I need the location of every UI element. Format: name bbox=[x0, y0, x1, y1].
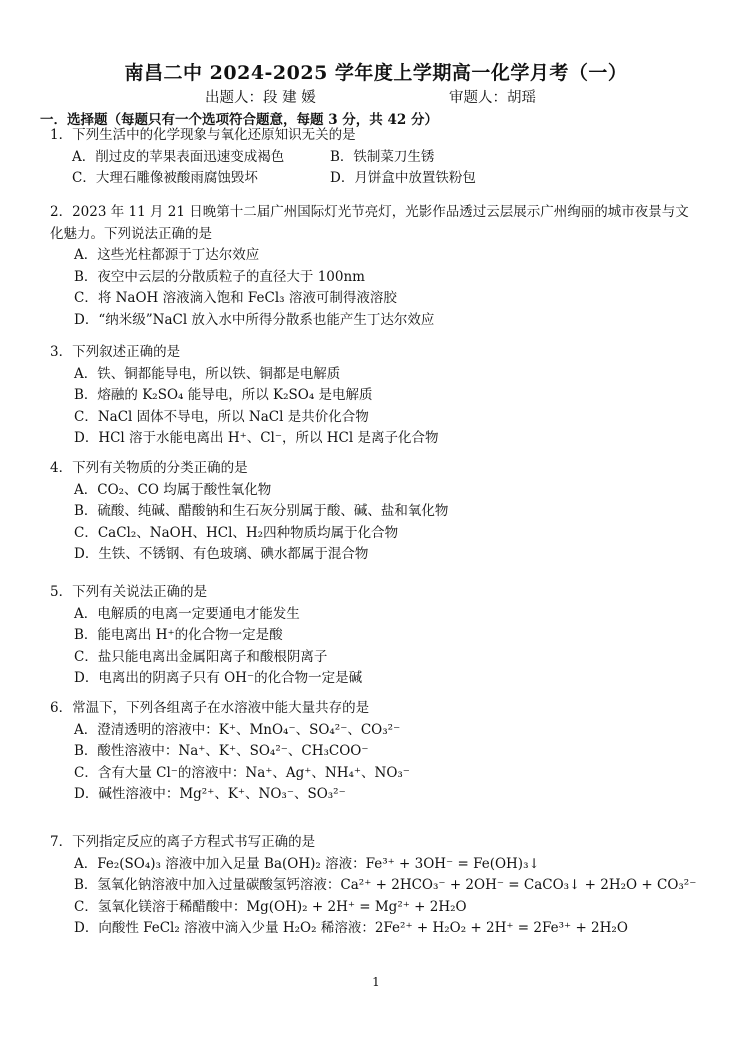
setter-label: 出题人：段 建 媛 bbox=[205, 90, 316, 106]
option-c: C．氢氧化镁溶于稀醋酸中：Mg(OH)₂ + 2H⁺ = Mg²⁺ + 2H₂O bbox=[74, 898, 467, 915]
reviewer-label: 审题人：胡瑶 bbox=[449, 90, 536, 106]
question-stem: 5．下列有关说法正确的是 bbox=[50, 584, 208, 600]
options bbox=[50, 604, 720, 690]
option-d: D．“纳米级”NaCl 放入水中所得分散系也能产生丁达尔效应 bbox=[74, 311, 435, 328]
options bbox=[50, 720, 720, 806]
option-b: B．硫酸、纯碱、醋酸钠和生石灰分别属于酸、碱、盐和氧化物 bbox=[74, 503, 449, 519]
option-d: D．生铁、不锈钢、有色玻璃、碘水都属于混合物 bbox=[74, 546, 369, 562]
question-4 bbox=[50, 458, 720, 566]
option-a: A．CO₂、CO 均属于酸性氧化物 bbox=[74, 481, 272, 498]
option-d: D．月饼盒中放置铁粉包 bbox=[330, 170, 476, 186]
question-5 bbox=[50, 582, 720, 690]
option-b: B．酸性溶液中：Na⁺、K⁺、SO₄²⁻、CH₃COO⁻ bbox=[74, 743, 369, 759]
option-b: B．夜空中云层的分散质粒子的直径大于 100nm bbox=[74, 268, 365, 285]
question-stem: 4．下列有关物质的分类正确的是 bbox=[50, 460, 248, 476]
option-a: A．这些光柱都源于丁达尔效应 bbox=[74, 247, 260, 263]
option-d: D．HCl 溶于水能电离出 H⁺、Cl⁻，所以 HCl 是离子化合物 bbox=[74, 430, 439, 446]
option-a: A．电解质的电离一定要通电才能发生 bbox=[74, 605, 300, 622]
question-1 bbox=[50, 125, 720, 190]
options bbox=[50, 364, 720, 450]
page-number: 1 bbox=[372, 975, 380, 989]
question-3 bbox=[50, 342, 720, 450]
options bbox=[50, 480, 720, 566]
option-b: B．熔融的 K₂SO₄ 能导电，所以 K₂SO₄ 是电解质 bbox=[74, 387, 373, 403]
option-a: A．削过皮的苹果表面迅速变成褐色 bbox=[72, 148, 285, 165]
option-c: C．大理石雕像被酸雨腐蚀毁坏 bbox=[72, 170, 258, 186]
options bbox=[50, 147, 720, 190]
option-c: C．NaCl 固体不导电，所以 NaCl 是共价化合物 bbox=[74, 408, 369, 425]
exam-title: 南昌二中 2024-2025 学年度上学期高一化学月考（一） bbox=[124, 62, 628, 84]
option-d: D．向酸性 FeCl₂ 溶液中滴入少量 H₂O₂ 稀溶液：2Fe²⁺ + H₂O₂ + 2H⁺ = 2Fe³⁺ + 2H₂O bbox=[74, 920, 628, 936]
question-stem: 1．下列生活中的化学现象与氧化还原知识无关的是 bbox=[50, 127, 356, 143]
author-line bbox=[0, 86, 752, 106]
option-a: A．澄清透明的溶液中：K⁺、MnO₄⁻、SO₄²⁻、CO₃²⁻ bbox=[74, 721, 401, 738]
question-6 bbox=[50, 698, 720, 806]
question-7 bbox=[50, 832, 720, 940]
question-stem: 7．下列指定反应的离子方程式书写正确的是 bbox=[50, 834, 316, 850]
option-b: B．能电离出 H⁺的化合物一定是酸 bbox=[74, 627, 283, 643]
option-a: A．Fe₂(SO₄)₃ 溶液中加入足量 Ba(OH)₂ 溶液：Fe³⁺ + 3OH⁻ = Fe(OH)₃↓ bbox=[74, 855, 540, 872]
question-2 bbox=[50, 202, 700, 331]
question-stem: 3．下列叙述正确的是 bbox=[50, 344, 181, 360]
options bbox=[50, 854, 720, 940]
question-stem: 2．2023 年 11 月 21 日晚第十二届广州国际灯光节亮灯，光影作品透过云层展示广州绚丽的城市夜景与文化魅力。下列说法正确的是 bbox=[50, 204, 689, 242]
option-c: C．将 NaOH 溶液滴入饱和 FeCl₃ 溶液可制得液溶胶 bbox=[74, 290, 397, 306]
option-d: D．电离出的阴离子只有 OH⁻的化合物一定是碱 bbox=[74, 670, 363, 686]
option-c: C．含有大量 Cl⁻的溶液中：Na⁺、Ag⁺、NH₄⁺、NO₃⁻ bbox=[74, 764, 410, 781]
option-c: C．CaCl₂、NaOH、HCl、H₂四种物质均属于化合物 bbox=[74, 524, 399, 541]
option-b: B．氢氧化钠溶液中加入过量碳酸氢钙溶液：Ca²⁺ + 2HCO₃⁻ + 2OH⁻ = CaCO₃↓ + 2H₂O + CO₃²⁻ bbox=[74, 877, 697, 893]
option-c: C．盐只能电离出金属阳离子和酸根阴离子 bbox=[74, 648, 328, 665]
option-b: B．铁制菜刀生锈 bbox=[330, 148, 435, 165]
section-heading: 一．选择题（每题只有一个选项符合题意，每题 3 分，共 42 分） bbox=[40, 112, 438, 128]
option-d: D．碱性溶液中：Mg²⁺、K⁺、NO₃⁻、SO₃²⁻ bbox=[74, 786, 346, 802]
option-a: A．铁、铜都能导电，所以铁、铜都是电解质 bbox=[74, 365, 341, 382]
question-stem: 6．常温下，下列各组离子在水溶液中能大量共存的是 bbox=[50, 700, 370, 716]
options bbox=[50, 245, 700, 331]
